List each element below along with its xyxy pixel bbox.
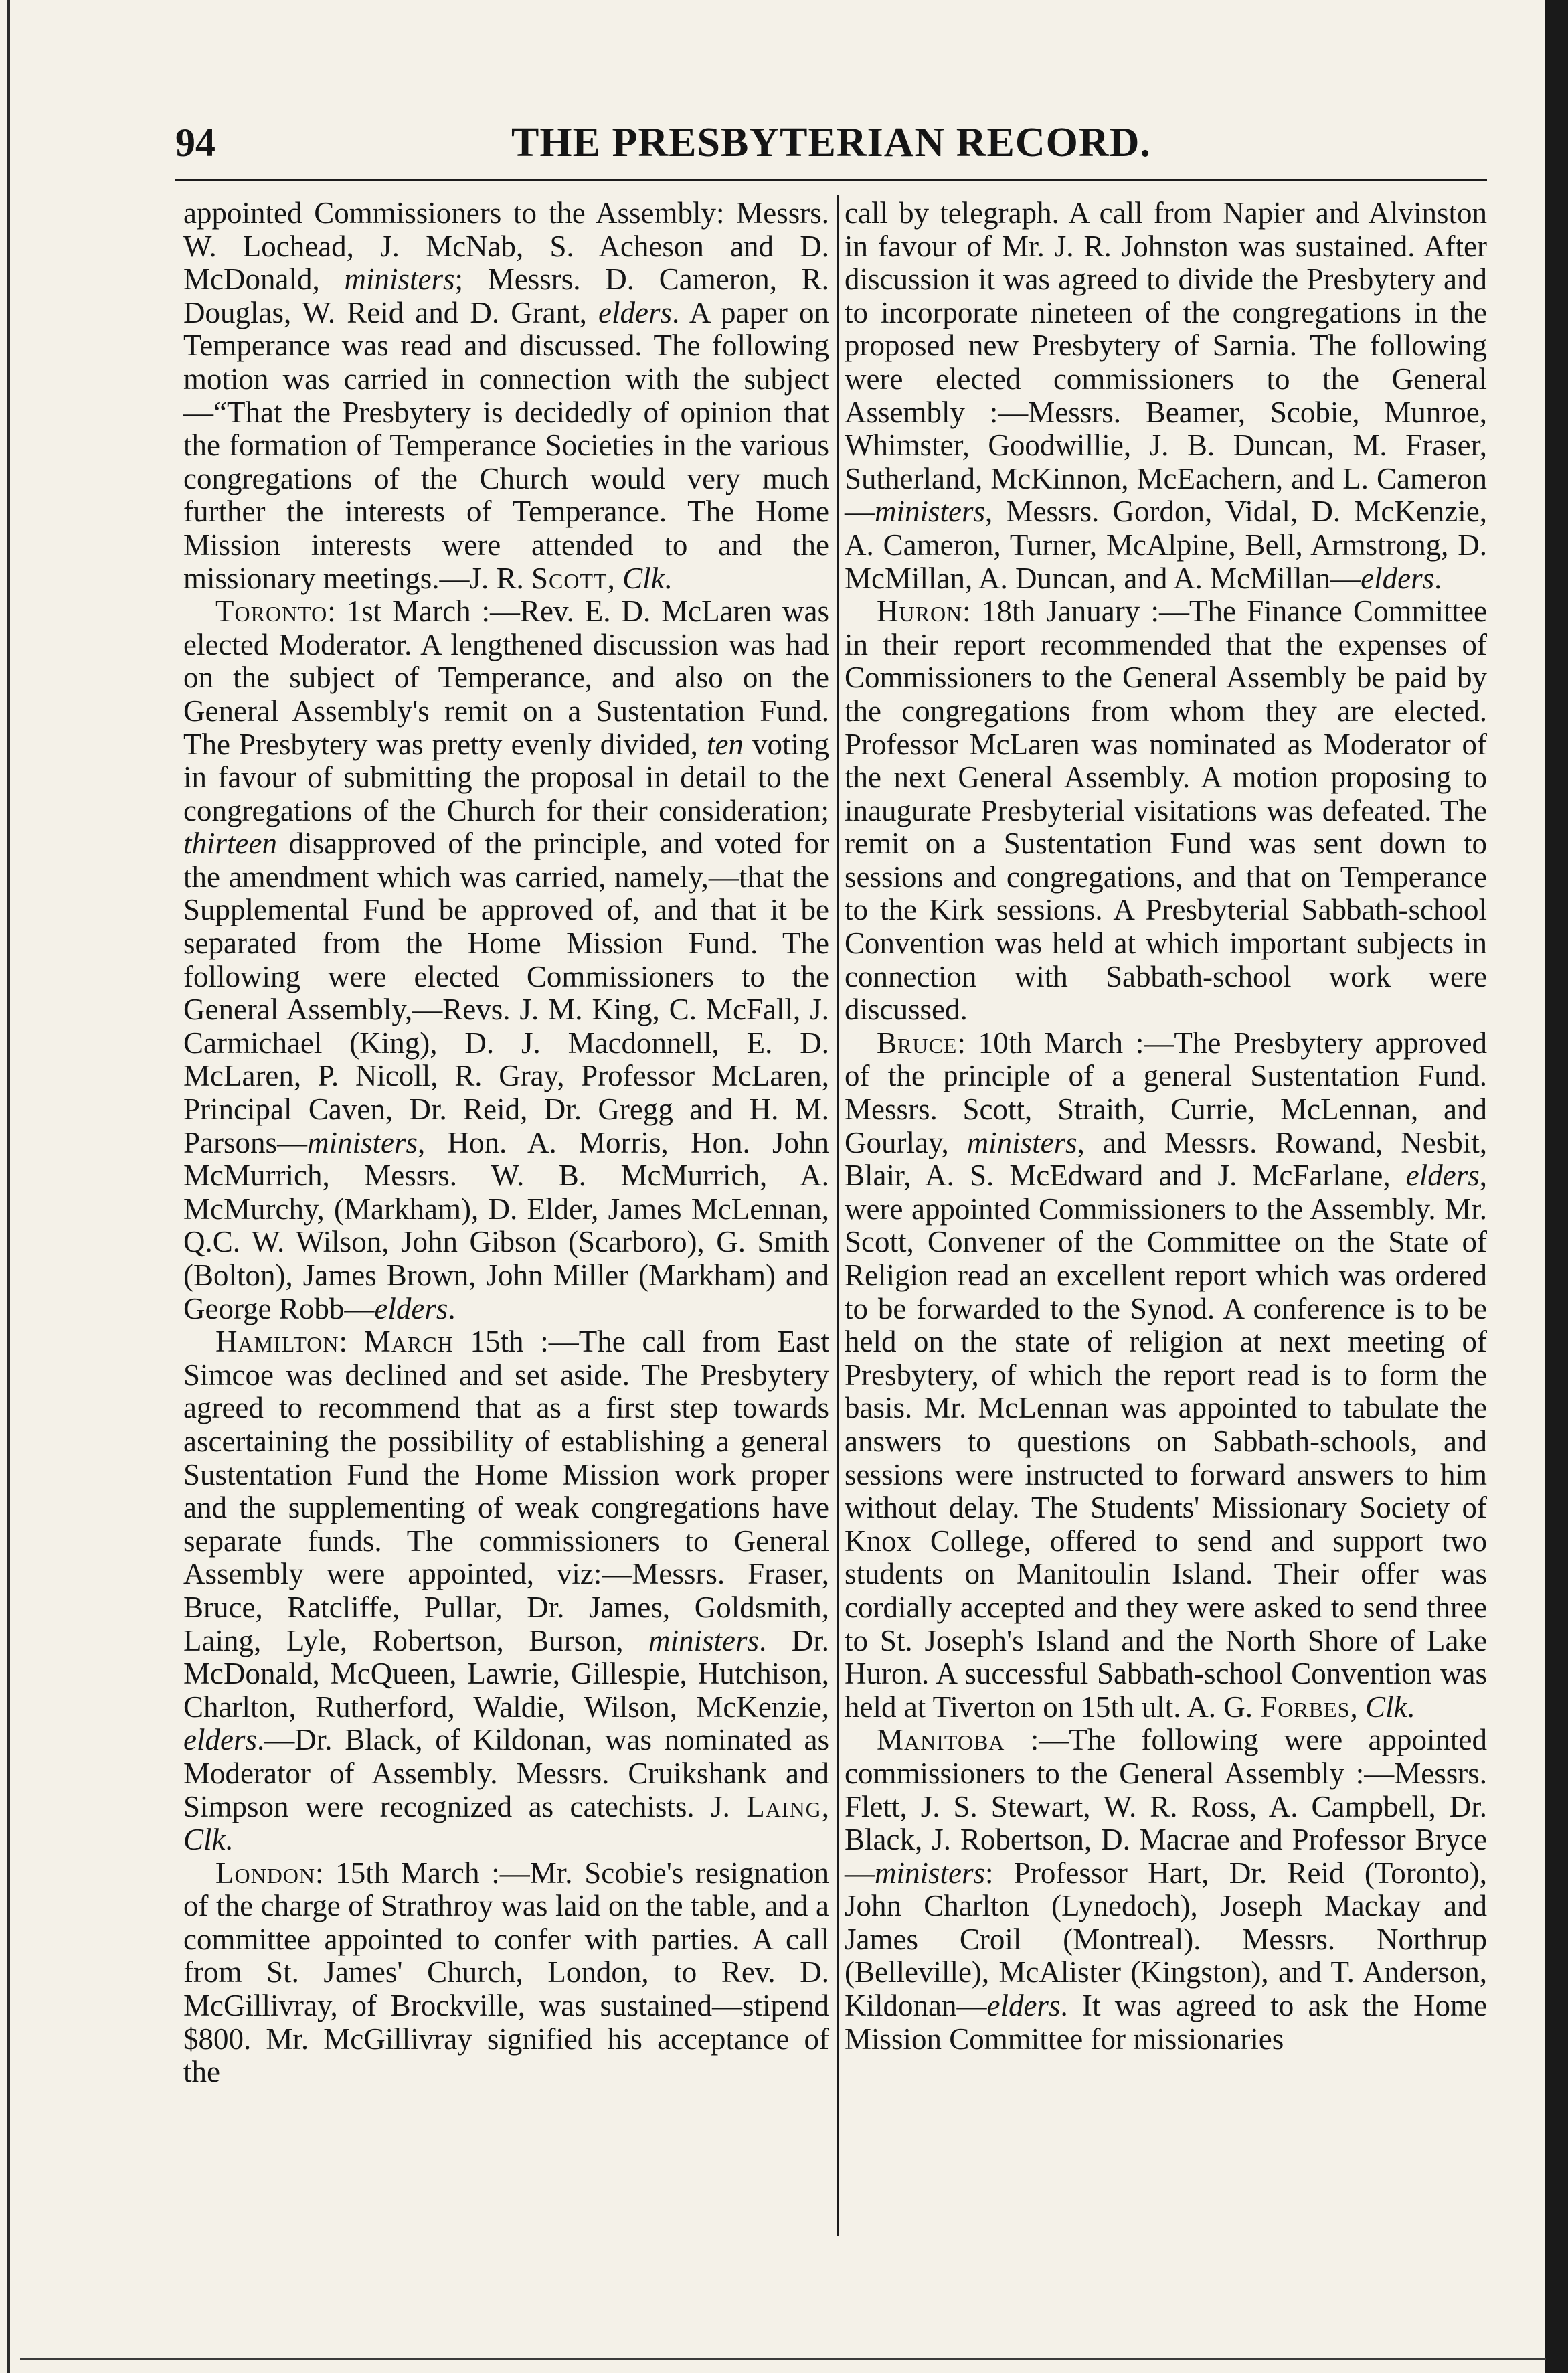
paragraph-manitoba: Manitoba :—The following were appointed commissioners to the General Assembly :—Messrs. Flett, J. S. Stewart, W. R. Ross, A. Campbell, Dr. Black, J. Robertson, D. Macrae and Professor Bryce—ministers: Professor Hart, Dr. Reid (Toronto), John Charlton (Lynedoch), Joseph Mackay and James Croil (Montreal). Messrs. Northrup (Belleville), McAlister (Kingston), and T. Anderson, Kildonan—elders. It was agreed to ask the Home Mission Committee for missionaries (845, 1723, 1487, 2056)
presbytery-name: Bruce (877, 1026, 958, 1060)
presbytery-name: Toronto (215, 594, 328, 629)
paragraph-hamilton: Hamilton: March 15th :—The call from East Simcoe was declined and set aside. The Presbytery agreed to recommend that as a first step towards ascertaining the possibility of establishing a general Sustentation Fund the Home Mission work proper and the supplementing of weak congregations have separate funds. The commissioners to General Assembly were appointed, viz:—Messrs. Fraser, Bruce, Ratcliffe, Pullar, Dr. James, Goldsmith, Laing, Lyle, Robertson, Burson, ministers. Dr. McDonald, McQueen, Lawrie, Gillespie, Hutchison, Charlton, Rutherford, Waldie, Wilson, McKenzie, elders.—Dr. Black, of Kildonan, was nominated as Moderator of Assembly. Messrs. Cruikshank and Simpson were recognized as catechists. J. Laing, Clk. (183, 1325, 830, 1857)
presbytery-name: Manitoba (877, 1723, 1005, 1757)
column-divider (837, 195, 839, 2236)
paragraph-toronto: Toronto: 1st March :—Rev. E. D. McLaren was elected Moderator. A lengthened discussion was had on the subject of Temperance, and also on the General Assembly's remit on a Sustentation Fund. The Presbytery was pretty evenly divided, ten voting in favour of submitting the proposal in detail to the congregations of the Church for their consideration; thirteen disapproved of the principle, and voted for the amendment which was carried, namely,—that the Supplemental Fund be approved of, and that it be separated from the Home Mission Fund. The following were elected Commissioners to the General Assembly,—Revs. J. M. King, C. McFall, J. Carmichael (King), D. J. Macdonnell, E. D. McLaren, P. Nicoll, R. Gray, Professor McLaren, Principal Caven, Dr. Reid, Dr. Gregg and H. M. Parsons—ministers, Hon. A. Morris, Hon. John McMurrich, Messrs. W. B. McMurrich, A. McMurchy, (Markham), D. Elder, James McLennan, Q.C. W. Wilson, John Gibson (Scarboro), G. Smith (Bolton), James Brown, John Miller (Markham) and George Robb—elders. (183, 594, 829, 1325)
running-title: THE PRESBYTERIAN RECORD. (511, 120, 1151, 165)
presbytery-name: Hamilton (215, 1325, 339, 1359)
presbytery-name: Huron (877, 594, 963, 629)
paragraph-huron: Huron: 18th January :—The Finance Committee in their report recommended that the expenses of Commissioners to the General Assembly be paid by the congregations from whom they are elected. Professor McLaren was nominated as Moderator of the next General Assembly. A motion proposing to inaugurate Presbyterial visitations was defeated. The remit on a Sustentation Fund was sent down to sessions and congregations, and that on Temperance to the Kirk sessions. A Presbyterial Sabbath-school Convention was held at which important subjects in connection with Sabbath-school work were discussed. (845, 594, 1487, 1027)
paragraph-london: London: 15th March :—Mr. Scobie's resignation of the charge of Strathroy was laid on the table, and a committee appointed to confer with parties. A call from St. James' Church, London, to Rev. D. McGillivray, of Brockville, was sustained—stipend $800. Mr. McGillivray signified his acceptance of the (183, 1856, 829, 2089)
right-page-edge (1545, 0, 1568, 2373)
paragraph-commissioners: appointed Commissioners to the Assembly: Messrs. W. Lochead, J. McNab, S. Acheson and D. McDonald, ministers; Messrs. D. Cameron, R. Douglas, W. Reid and D. Grant, elders. A paper on Temperance was read and discussed. The following motion was carried in connection with the subject—“That the Presbytery is decidedly of opinion that the formation of Temperance Societies in the various congregations of the Church would very much further the interests of Temperance. The Home Mission interests were attended to and the missionary meetings.—J. R. Scott, Clk. (183, 196, 829, 595)
left-column (183, 197, 829, 2089)
paragraph-bruce: Bruce: 10th March :—The Presbytery approved of the principle of a general Sustentation Fund. Messrs. Scott, Straith, Currie, McLennan, and Gourlay, ministers, and Messrs. Rowand, Nesbit, Blair, A. S. McEdward and J. McFarlane, elders, were appointed Commissioners to the Assembly. Mr. Scott, Convener of the Committee on the State of Religion read an excellent report which was ordered to be forwarded to the Synod. A conference is to be held on the state of religion at next meeting of Presbytery, of which the report read is to form the basis. Mr. McLennan was appointed to tabulate the answers to questions on Sabbath-schools, and sessions were instructed to forward answers to him without delay. The Students' Missionary Society of Knox College, offered to send and support two students on Manitoulin Island. Their offer was cordially accepted and they were asked to send three to St. Joseph's Island and the North Shore of Lake Huron. A successful Sabbath-school Convention was held at Tiverton on 15th ult. A. G. Forbes, Clk. (845, 1026, 1487, 1724)
page-header (175, 112, 1487, 173)
bottom-rule (20, 2358, 1546, 2360)
page-number: 94 (175, 120, 215, 165)
header-rule (175, 179, 1487, 181)
paragraph-london-continued: call by telegraph. A call from Napier and Alvinston in favour of Mr. J. R. Johnston was sustained. After discussion it was agreed to divide the Presbytery and to incorporate nineteen of the congregations in the proposed new Presbytery of Sarnia. The following were elected commissioners to the General Assembly :—Messrs. Beamer, Scobie, Munroe, Whimster, Goodwillie, J. B. Duncan, M. Fraser, Sutherland, McKinnon, McEachern, and L. Cameron—ministers, Messrs. Gordon, Vidal, D. McKenzie, A. Cameron, Turner, McAlpine, Bell, Armstrong, D. McMillan, A. Duncan, and A. McMillan—elders. (845, 196, 1487, 595)
left-binding-edge (7, 0, 10, 2373)
right-column (845, 197, 1487, 2056)
presbytery-name: London (215, 1856, 316, 1890)
